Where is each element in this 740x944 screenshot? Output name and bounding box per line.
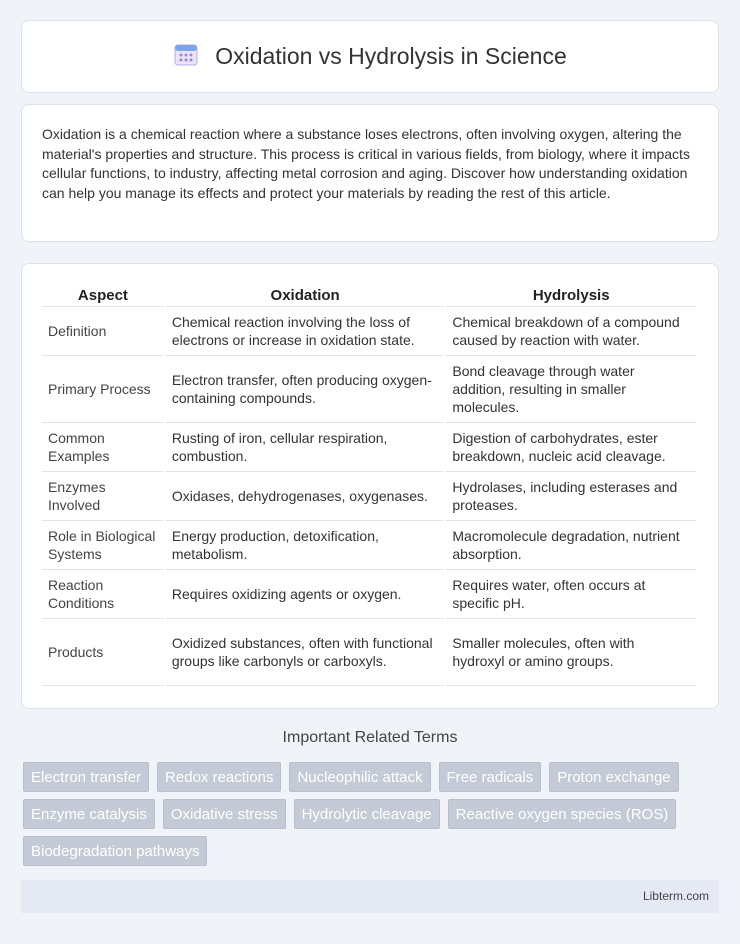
page-title: Oxidation vs Hydrolysis in Science — [215, 43, 567, 69]
row-oxidation: Rusting of iron, cellular respiration, combustion. — [165, 423, 446, 472]
footer — [21, 880, 719, 913]
row-oxidation: Requires oxidizing agents or oxygen. — [165, 570, 446, 619]
row-aspect: Definition — [42, 307, 165, 356]
header-oxidation: Oxidation — [165, 284, 446, 307]
row-aspect: Common Examples — [42, 423, 165, 472]
intro-text: Oxidation is a chemical reaction where a substance loses electrons, often involving oxygen, altering the material's properties and structure. This process is critical in various fields, from biology, where it impacts cellular functions, to industry, affecting metal corrosion and aging. Discover how understanding oxidation can help you manage its effects and protect your materials by reading the rest of this article. — [42, 126, 690, 201]
related-term-tag[interactable]: Free radicals — [439, 762, 542, 792]
row-aspect: Enzymes Involved — [42, 472, 165, 521]
row-aspect: Reaction Conditions — [42, 570, 165, 619]
row-hydrolysis: Requires water, often occurs at specific pH. — [445, 570, 697, 619]
footer-site-link[interactable]: Libterm.com — [642, 889, 709, 903]
row-oxidation: Oxidized substances, often with functional groups like carbonyls or carboxyls. — [165, 619, 446, 686]
related-term-tag[interactable]: Biodegradation pathways — [23, 836, 207, 866]
row-aspect: Primary Process — [42, 356, 165, 423]
related-term-tag[interactable]: Enzyme catalysis — [23, 799, 155, 829]
row-oxidation: Chemical reaction involving the loss of electrons or increase in oxidation state. — [165, 307, 446, 356]
related-term-tag[interactable]: Reactive oxygen species (ROS) — [448, 799, 677, 829]
table-row — [42, 472, 697, 521]
row-oxidation: Oxidases, dehydrogenases, oxygenases. — [165, 472, 446, 521]
comparison-card — [21, 263, 719, 709]
intro-card — [21, 104, 719, 242]
related-term-tag[interactable]: Hydrolytic cleavage — [294, 799, 440, 829]
header-aspect: Aspect — [42, 284, 165, 307]
table-row — [42, 307, 697, 356]
header-hydrolysis: Hydrolysis — [445, 284, 697, 307]
table-row — [42, 619, 697, 686]
table-header-row — [42, 284, 697, 307]
comparison-table — [42, 284, 698, 686]
header-card — [21, 20, 719, 93]
table-row — [42, 356, 697, 423]
row-hydrolysis: Digestion of carbohydrates, ester breakdown, nucleic acid cleavage. — [445, 423, 697, 472]
row-aspect: Products — [42, 619, 165, 686]
row-hydrolysis: Chemical breakdown of a compound caused by reaction with water. — [445, 307, 697, 356]
row-aspect: Role in Biological Systems — [42, 521, 165, 570]
related-terms-list — [23, 762, 723, 866]
row-oxidation: Electron transfer, often producing oxygen-containing compounds. — [165, 356, 446, 423]
related-term-tag[interactable]: Nucleophilic attack — [289, 762, 430, 792]
related-term-tag[interactable]: Redox reactions — [157, 762, 281, 792]
row-hydrolysis: Macromolecule degradation, nutrient absorption. — [445, 521, 697, 570]
related-terms-title: Important Related Terms — [282, 729, 458, 746]
related-term-tag[interactable]: Electron transfer — [23, 762, 149, 792]
table-row — [42, 423, 697, 472]
row-hydrolysis: Bond cleavage through water addition, resulting in smaller molecules. — [445, 356, 697, 423]
related-term-tag[interactable]: Oxidative stress — [163, 799, 286, 829]
related-term-tag[interactable]: Proton exchange — [549, 762, 678, 792]
table-row — [42, 570, 697, 619]
row-hydrolysis: Hydrolases, including esterases and proteases. — [445, 472, 697, 521]
calendar-icon — [173, 41, 199, 72]
row-hydrolysis: Smaller molecules, often with hydroxyl or amino groups. — [445, 619, 697, 686]
row-oxidation: Energy production, detoxification, metabolism. — [165, 521, 446, 570]
table-row — [42, 521, 697, 570]
